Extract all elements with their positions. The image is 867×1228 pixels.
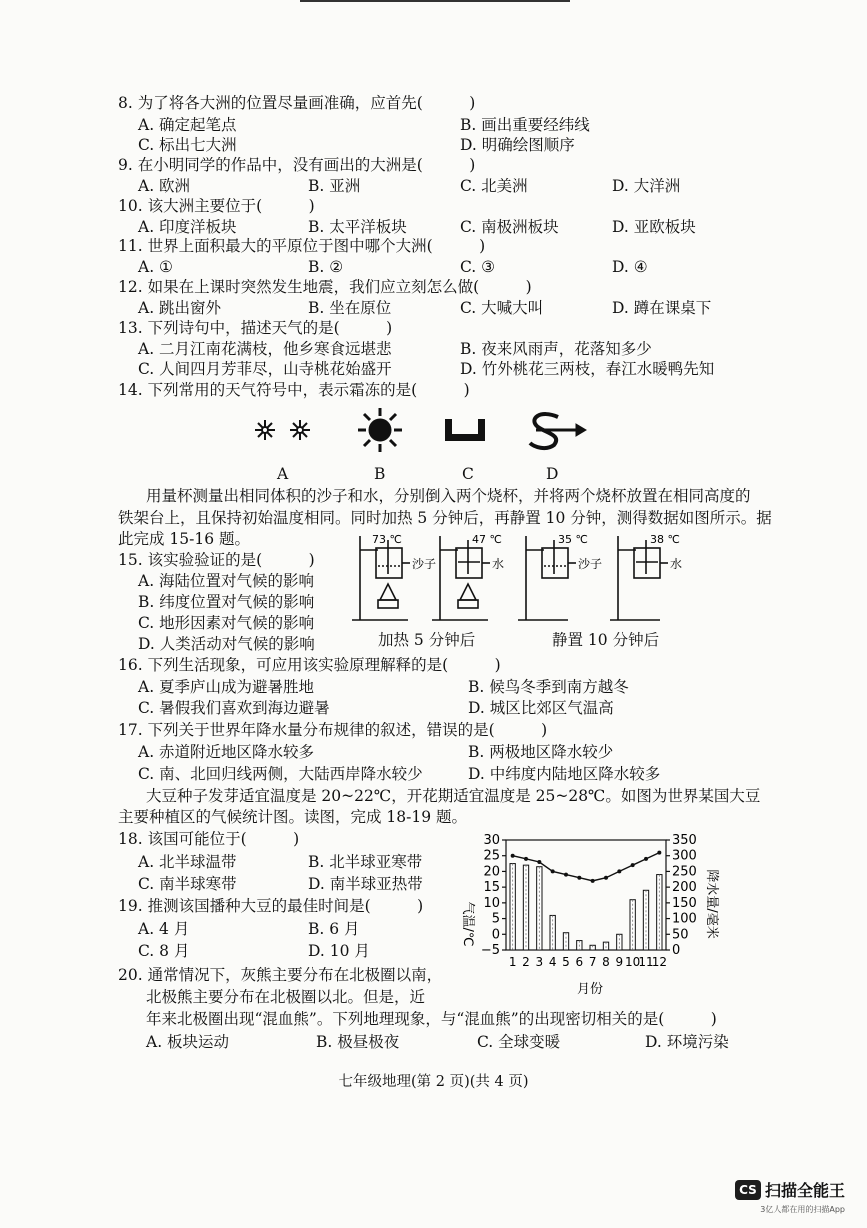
x-tick-label: 10 [625, 955, 641, 969]
q8-option-d: D. 明确绘图顺序 [460, 136, 575, 154]
y-tick-label: 10 [483, 895, 500, 911]
q17-stem: 17. 下列关于世界年降水量分布规律的叙述，错误的是( ) [118, 721, 548, 739]
q14-stem: 14. 下列常用的天气符号中，表示霜冻的是( ) [118, 381, 470, 399]
q11-option-b: B. ② [308, 258, 344, 276]
y2-tick-label: 200 [672, 880, 697, 896]
q18-stem: 18. 该国可能位于( ) [118, 830, 300, 848]
y-axis-label: 气温/℃ [460, 901, 475, 947]
q16-option-b: B. 候鸟冬季到南方越冬 [468, 678, 629, 696]
temperature-point [551, 869, 555, 873]
plot-frame [506, 840, 666, 950]
q9-option-d: D. 大洋洲 [612, 177, 681, 195]
q10-option-d: D. 亚欧板块 [612, 218, 696, 236]
q20-line3: 年来北极圈出现“混血熊”。下列地理现象，与“混血熊”的出现密切相关的是( ) [146, 1010, 717, 1028]
q11-option-a: A. ① [138, 258, 173, 276]
q14-label-a: A [277, 465, 289, 483]
weather-symbols [240, 405, 600, 455]
q10-option-c: C. 南极洲板块 [460, 218, 559, 236]
q19-stem: 19. 推测该国播种大豆的最佳时间是( ) [118, 897, 424, 915]
x-axis-label: 月份 [576, 982, 604, 997]
q15-option-a: A. 海陆位置对气候的影响 [138, 572, 315, 590]
q20-option-d: D. 环境污染 [645, 1033, 729, 1051]
q17-option-a: A. 赤道附近地区降水较多 [138, 743, 315, 761]
y2-tick-label: 300 [672, 848, 697, 864]
temp-sand-rested: 35 ℃ [558, 533, 588, 546]
q16-option-c: C. 暑假我们喜欢到海边避暑 [138, 699, 330, 717]
x-tick-label: 5 [562, 955, 570, 969]
scanner-watermark [735, 1178, 845, 1215]
temp-sand-heated: 73 ℃ [372, 533, 402, 546]
x-tick-label: 9 [615, 955, 624, 969]
scanner-logo-icon: CS [735, 1180, 761, 1200]
temperature-point [577, 876, 581, 880]
frost-symbol-icon [255, 420, 310, 440]
q16-option-a: A. 夏季庐山成为避暑胜地 [138, 678, 315, 696]
x-tick-label: 3 [535, 955, 544, 969]
q18-option-a: A. 北半球温带 [138, 853, 237, 871]
q15-option-d: D. 人类活动对气候的影响 [138, 635, 315, 653]
y-tick-label: 15 [483, 880, 500, 896]
x-tick-label: 4 [548, 955, 557, 969]
q17-option-d: D. 中纬度内陆地区降水较多 [468, 765, 661, 783]
q18-option-c: C. 南半球寒带 [138, 875, 237, 893]
experiment-diagram [348, 528, 698, 628]
y2-tick-label: 250 [672, 864, 697, 880]
x-tick-label: 8 [602, 955, 610, 969]
y-tick-label: 25 [483, 848, 500, 864]
temperature-point [604, 876, 608, 880]
sand-label-1: 沙子 [412, 557, 437, 571]
q19-option-b: B. 6 月 [308, 920, 360, 938]
intro15-line2: 铁架台上，且保持初始温度相同。同时加热 5 分钟后，再静置 10 分钟，测得数据如图所示。据 [118, 509, 772, 527]
q18-option-b: B. 北半球亚寒带 [308, 853, 423, 871]
q9-option-a: A. 欧洲 [138, 177, 191, 195]
q8-stem: 8. 为了将各大洲的位置尽量画准确，应首先( ) [118, 94, 476, 112]
x-tick-label: 2 [522, 955, 530, 969]
q14-label-b: B [374, 465, 386, 483]
q20-option-c: C. 全球变暖 [477, 1033, 561, 1051]
sandstorm-symbol-icon [530, 414, 586, 448]
q11-option-c: C. ③ [460, 258, 496, 276]
temperature-point [591, 879, 595, 883]
q14-label-c: C [462, 465, 474, 483]
temperature-point [537, 860, 541, 864]
x-tick-label: 12 [651, 955, 667, 969]
q9-stem: 9. 在小明同学的作品中，没有画出的大洲是( ) [118, 156, 476, 174]
y-tick-label: 5 [491, 911, 500, 927]
q12-option-b: B. 坐在原位 [308, 299, 392, 317]
temperature-point [644, 857, 648, 861]
q10-option-b: B. 太平洋板块 [308, 218, 407, 236]
q10-stem: 10. 该大洲主要位于( ) [118, 197, 315, 215]
y-tick-label: −5 [480, 943, 500, 958]
q12-option-c: C. 大喊大叫 [460, 299, 544, 317]
y2-tick-label: 0 [672, 943, 681, 958]
y-tick-label: 30 [483, 833, 500, 848]
q14-label-d: D [546, 465, 559, 483]
temperature-point [524, 857, 528, 861]
q13-option-a: A. 二月江南花满枝，他乡寒食远堪悲 [138, 340, 392, 358]
q9-option-c: C. 北美洲 [460, 177, 528, 195]
q20-option-a: A. 板块运动 [146, 1033, 230, 1051]
q13-option-c: C. 人间四月芳菲尽，山寺桃花始盛开 [138, 360, 392, 378]
y2-tick-label: 100 [672, 911, 697, 927]
y-tick-label: 20 [483, 864, 500, 880]
q10-option-a: A. 印度洋板块 [138, 218, 237, 236]
y-tick-label: 0 [491, 927, 500, 943]
water-label-2: 水 [670, 557, 683, 571]
q12-option-d: D. 蹲在课桌下 [612, 299, 712, 317]
scanner-tagline: 3亿人都在用的扫描App [760, 1205, 845, 1214]
q8-option-a: A. 确定起笔点 [138, 116, 237, 134]
y2-tick-label: 350 [672, 833, 697, 848]
q13-option-b: B. 夜来风雨声，花落知多少 [460, 340, 652, 358]
temperature-point [564, 873, 568, 877]
intro18-line2: 主要种植区的气候统计图。读图，完成 18-19 题。 [118, 808, 468, 826]
water-label-1: 水 [492, 557, 505, 571]
intro18-line1: 大豆种子发芽适宜温度是 20~22℃，开花期适宜温度是 25~28℃。如图为世界某国大豆 [146, 787, 761, 805]
temperature-point [657, 851, 661, 855]
q17-option-b: B. 两极地区降水较少 [468, 743, 614, 761]
y2-tick-label: 50 [672, 927, 689, 943]
page-footer: 七年级地理(第 2 页)(共 4 页) [338, 1074, 529, 1090]
climate-chart [450, 826, 722, 998]
q8-option-b: B. 画出重要经纬线 [460, 116, 590, 134]
temp-water-rested: 38 ℃ [650, 533, 680, 546]
intro15-line3: 此完成 15-16 题。 [118, 530, 251, 548]
q16-stem: 16. 下列生活现象，可应用该实验原理解释的是( ) [118, 656, 501, 674]
caption-heated: 加热 5 分钟后 [378, 631, 476, 649]
q13-option-d: D. 竹外桃花三两枝，春江水暖鸭先知 [460, 360, 715, 378]
top-edge-line [300, 0, 570, 2]
bracket-symbol-icon [445, 419, 485, 441]
intro15-line1: 用量杯测量出相同体积的沙子和水，分别倒入两个烧杯，并将两个烧杯放置在相同高度的 [146, 487, 751, 505]
temperature-point [617, 869, 621, 873]
q9-option-b: B. 亚洲 [308, 177, 361, 195]
y2-tick-label: 150 [672, 895, 697, 911]
q18-option-d: D. 南半球亚热带 [308, 875, 423, 893]
q20-option-b: B. 极昼极夜 [316, 1033, 400, 1051]
y2-axis-label: 降水量/毫米 [704, 869, 719, 939]
q20-line2: 北极熊主要分布在北极圈以北。但是，近 [146, 988, 426, 1006]
sand-label-2: 沙子 [578, 557, 603, 571]
q8-option-c: C. 标出七大洲 [138, 136, 237, 154]
temperature-point [511, 854, 515, 858]
q12-option-a: A. 跳出窗外 [138, 299, 222, 317]
sunny-symbol-icon [358, 408, 402, 452]
q15-stem: 15. 该实验验证的是( ) [118, 551, 315, 569]
x-tick-label: 1 [508, 955, 517, 969]
q19-option-d: D. 10 月 [308, 942, 370, 960]
x-tick-label: 11 [638, 955, 654, 969]
temperature-line [513, 853, 660, 881]
temperature-point [631, 863, 635, 867]
q17-option-c: C. 南、北回归线两侧，大陆西岸降水较少 [138, 765, 423, 783]
q20-line1: 20. 通常情况下，灰熊主要分布在北极圈以南， [118, 966, 443, 984]
scanner-name: 扫描全能王 [764, 1181, 845, 1200]
q16-option-d: D. 城区比郊区气温高 [468, 699, 614, 717]
q15-option-b: B. 纬度位置对气候的影响 [138, 593, 315, 611]
caption-rested: 静置 10 分钟后 [552, 631, 660, 649]
q15-option-c: C. 地形因素对气候的影响 [138, 614, 315, 632]
q11-option-d: D. ④ [612, 258, 648, 276]
x-tick-label: 6 [575, 955, 584, 969]
q19-option-a: A. 4 月 [138, 920, 190, 938]
q13-stem: 13. 下列诗句中，描述天气的是( ) [118, 319, 393, 337]
q12-stem: 12. 如果在上课时突然发生地震，我们应立刻怎么做( ) [118, 278, 532, 296]
q19-option-c: C. 8 月 [138, 942, 190, 960]
temp-water-heated: 47 ℃ [472, 533, 502, 546]
x-tick-label: 7 [588, 955, 597, 969]
q11-stem: 11. 世界上面积最大的平原位于图中哪个大洲( ) [118, 237, 486, 255]
